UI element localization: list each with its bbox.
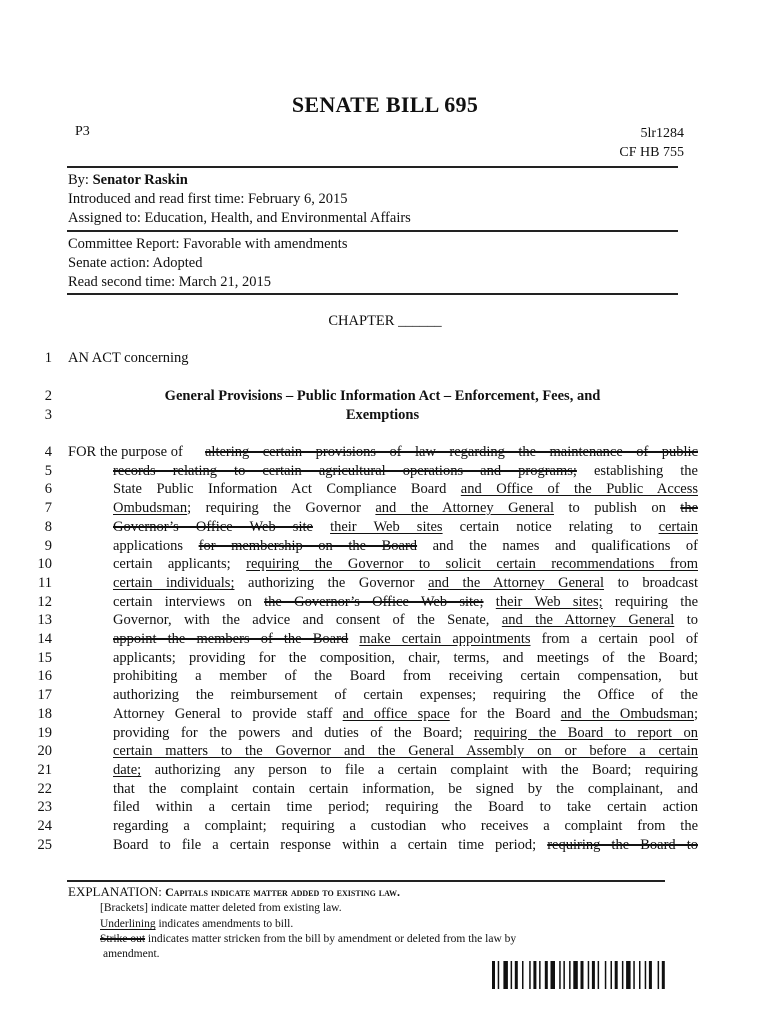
act-body-line <box>113 611 698 630</box>
assigned-line: Assigned to: Education, Health, and Environmental Affairs <box>68 210 411 226</box>
line-number: 21 <box>37 761 52 778</box>
barcode-bar <box>539 961 541 989</box>
line-number: 1 <box>44 350 52 366</box>
amendment-text: and Office of the Public Access <box>460 481 698 498</box>
barcode-bar <box>649 961 652 989</box>
act-body-line <box>113 667 698 686</box>
body-text: filed within a certain time period; requiring the Board to take certain action <box>113 799 698 816</box>
amendment-text: their Web sites <box>330 518 443 535</box>
barcode-bar <box>533 961 536 989</box>
act-body-line <box>113 462 698 481</box>
body-text: requiring the <box>602 593 699 610</box>
committee-report: Committee Report: Favorable with amendments <box>68 236 348 252</box>
line-number: 10 <box>37 556 52 573</box>
stricken-text: the Governor’s Office Web site; <box>264 593 484 610</box>
amendment-text: their Web sites; <box>495 593 603 610</box>
act-body-line <box>113 555 698 574</box>
explanation-strike <box>100 932 516 948</box>
amendment-text: requiring the Governor to solicit certain recommendations from <box>246 556 698 573</box>
line-number: 18 <box>37 705 52 722</box>
act-body-line <box>113 761 698 780</box>
header-rule <box>67 166 678 168</box>
stricken-text: requiring the Board to <box>547 836 698 853</box>
line-number: 20 <box>37 743 52 760</box>
stricken-text: the <box>680 500 699 517</box>
body-text: to <box>674 612 698 629</box>
body-text <box>484 594 496 610</box>
line-number: 4 <box>44 444 52 460</box>
bill-title: SENATE BILL 695 <box>291 92 479 117</box>
bill-code-left: P3 <box>75 124 90 139</box>
strike-word: Strike out <box>100 933 146 945</box>
barcode-bar <box>545 961 548 989</box>
body-text: State Public Information Act Compliance Board <box>113 481 461 498</box>
by-label: By: <box>68 172 93 188</box>
line-number: 5 <box>44 462 52 479</box>
body-text: authorizing any person to file a certain complaint with the Board; requiring <box>141 761 698 778</box>
body-text: ; <box>693 705 698 722</box>
body-text: authorizing the reimbursement of certain expenses; requiring the Office of the <box>113 687 698 704</box>
line-number: 9 <box>44 537 52 554</box>
barcode-bar <box>662 961 665 989</box>
act-body-line <box>113 686 698 705</box>
line-number: 13 <box>37 612 52 629</box>
body-text: to broadcast <box>604 574 698 591</box>
barcode-bar <box>645 961 647 989</box>
line-number: 6 <box>44 481 52 498</box>
body-text: that the complaint contain certain information, be signed by the complainant, and <box>113 780 698 797</box>
line-number: 23 <box>37 799 52 816</box>
act-body-line <box>113 499 698 518</box>
barcode-bar <box>498 961 500 989</box>
act-body-line <box>113 836 698 855</box>
amendment-text: requiring the Board to report on <box>473 724 699 741</box>
cross-file-number: CF HB 755 <box>619 145 684 160</box>
body-text: certain interviews on <box>113 593 265 610</box>
lr-number: 5lr1284 <box>640 126 684 141</box>
body-text: Governor, with the advice and consent of the Senate, <box>113 612 502 629</box>
amendment-text: and the Ombudsman <box>560 705 694 722</box>
explanation-heading <box>68 884 400 900</box>
barcode-image <box>492 961 680 989</box>
amendment-text: and office space <box>342 705 450 722</box>
act-heading-line-1: General Provisions – Public Information Act – Enforcement, Fees, and <box>164 388 601 404</box>
amendment-text: Ombudsman <box>113 500 188 517</box>
stricken-text: Governor’s Office Web site <box>113 518 313 535</box>
barcode-bar <box>622 961 624 989</box>
act-body-line <box>113 630 698 649</box>
barcode-bar <box>503 961 508 989</box>
explanation-brackets: [Brackets] indicate matter deleted from existing law. <box>100 902 342 914</box>
act-body-line <box>113 574 698 593</box>
bill-code-right <box>619 124 684 162</box>
body-text: applications <box>113 537 199 554</box>
explanation-underlining <box>100 917 293 933</box>
amendment-text: certain individuals; <box>113 574 235 591</box>
amendment-text: and the Attorney General <box>428 574 605 591</box>
barcode-bar <box>529 961 531 989</box>
barcode-bar <box>639 961 641 989</box>
body-text: providing for the powers and duties of the Board; <box>113 724 474 741</box>
act-body-line <box>113 798 698 817</box>
stricken-text: for membership on the Board <box>198 537 418 554</box>
body-text: regarding a complaint; requiring a custodian who receives a complaint from the <box>113 818 698 834</box>
act-concerning: AN ACT concerning <box>68 350 189 366</box>
act-body-line <box>113 480 698 499</box>
committee-block <box>68 235 347 292</box>
act-body-line <box>113 593 698 612</box>
barcode-bar <box>581 961 584 989</box>
sponsor-name: Senator Raskin <box>92 172 188 188</box>
line-number: 7 <box>44 500 52 517</box>
act-body-line <box>113 742 698 761</box>
stricken-text: records relating to certain agricultural operations and programs; <box>113 462 577 479</box>
explanation-caps: Capitals indicate matter added to existing law. <box>165 885 401 899</box>
amendment-text: certain <box>658 518 699 535</box>
barcode-bar <box>551 961 556 989</box>
barcode-bar <box>592 961 595 989</box>
body-text: to publish on <box>554 500 681 517</box>
sponsor-block <box>68 171 411 228</box>
barcode-bar <box>569 961 571 989</box>
line-number: 22 <box>37 780 52 797</box>
act-body-line <box>205 443 698 462</box>
line-number: 3 <box>44 407 52 423</box>
barcode-bar <box>588 961 590 989</box>
body-text: applicants; providing for the composition, chair, terms, and meetings of the Board; <box>113 649 698 666</box>
strike-rest: indicates matter stricken from the bill by amendment or deleted from the law by <box>145 933 517 945</box>
line-number: 19 <box>37 724 52 741</box>
explanation-rule <box>67 880 665 882</box>
barcode-bar <box>605 961 607 989</box>
stricken-text: altering certain provisions of law regarding the maintenance of public <box>205 444 698 460</box>
barcode-bar <box>626 961 631 989</box>
underlining-rest: indicates amendments to bill. <box>155 918 294 930</box>
act-heading-line-2: Exemptions <box>345 407 420 423</box>
barcode-bar <box>658 961 660 989</box>
committee-rule <box>67 293 678 295</box>
amendment-text: and the Attorney General <box>501 612 675 629</box>
barcode-bar <box>492 961 495 989</box>
body-text: from a certain pool of <box>530 631 698 647</box>
barcode-bar <box>559 961 561 989</box>
barcode-bar <box>563 961 565 989</box>
line-number: 8 <box>44 518 52 535</box>
line-number: 12 <box>37 593 52 610</box>
body-text <box>313 519 330 535</box>
line-number: 14 <box>37 631 52 647</box>
body-text <box>348 631 359 647</box>
barcode-bar <box>522 961 524 989</box>
body-text: prohibiting a member of the Board from receiving certain compensation, but <box>113 668 698 685</box>
line-number: 11 <box>38 574 52 591</box>
act-body-line <box>113 780 698 799</box>
line-number: 16 <box>37 668 52 685</box>
introduced-line: Introduced and read first time: February 6, 2015 <box>68 191 348 207</box>
barcode-bar <box>573 961 578 989</box>
barcode-bar <box>598 961 600 989</box>
explanation-strike-cont: amendment. <box>103 948 160 960</box>
line-number: 25 <box>37 836 52 853</box>
barcode-bar <box>611 961 613 989</box>
line-number: 24 <box>37 818 52 834</box>
act-body-line <box>113 537 698 556</box>
line-number: 2 <box>44 388 52 404</box>
amendment-text: and the Attorney General <box>375 500 555 517</box>
second-read: Read second time: March 21, 2015 <box>68 274 271 290</box>
act-body-line <box>113 724 698 743</box>
body-text: for the Board <box>449 705 561 722</box>
senate-action: Senate action: Adopted <box>68 255 203 271</box>
body-text: ; requiring the Governor <box>187 500 376 517</box>
body-text: and the names and qualifications of <box>417 537 698 554</box>
body-text: Attorney General to provide staff <box>113 705 343 722</box>
body-text: Board to file a certain response within a certain time period; <box>113 836 548 853</box>
body-text: certain applicants; <box>113 556 247 573</box>
line-number: 17 <box>37 687 52 704</box>
act-body-line <box>113 649 698 668</box>
stricken-text: appoint the members of the Board <box>113 631 349 647</box>
explanation-label: EXPLANATION: <box>68 884 166 899</box>
act-body-line <box>113 705 698 724</box>
underlining-word: Underlining <box>100 918 156 930</box>
for-purpose-label: FOR the purpose of <box>68 444 183 460</box>
amendment-text: date; <box>113 761 142 778</box>
body-text: authorizing the Governor <box>234 574 429 591</box>
line-number: 15 <box>37 649 52 666</box>
act-body-line <box>113 518 698 537</box>
act-body-line <box>113 817 698 836</box>
barcode-bar <box>633 961 635 989</box>
amendment-text: make certain appointments <box>359 631 531 647</box>
amendment-text: certain matters to the Governor and the General Assembly on or before a certain <box>113 743 698 760</box>
sponsor-rule <box>67 230 678 232</box>
body-text: certain notice relating to <box>442 518 659 535</box>
barcode-bar <box>615 961 618 989</box>
barcode-bar <box>511 961 512 989</box>
chapter-line: CHAPTER ______ <box>328 313 442 329</box>
barcode-bar <box>515 961 518 989</box>
body-text: establishing the <box>576 462 698 479</box>
